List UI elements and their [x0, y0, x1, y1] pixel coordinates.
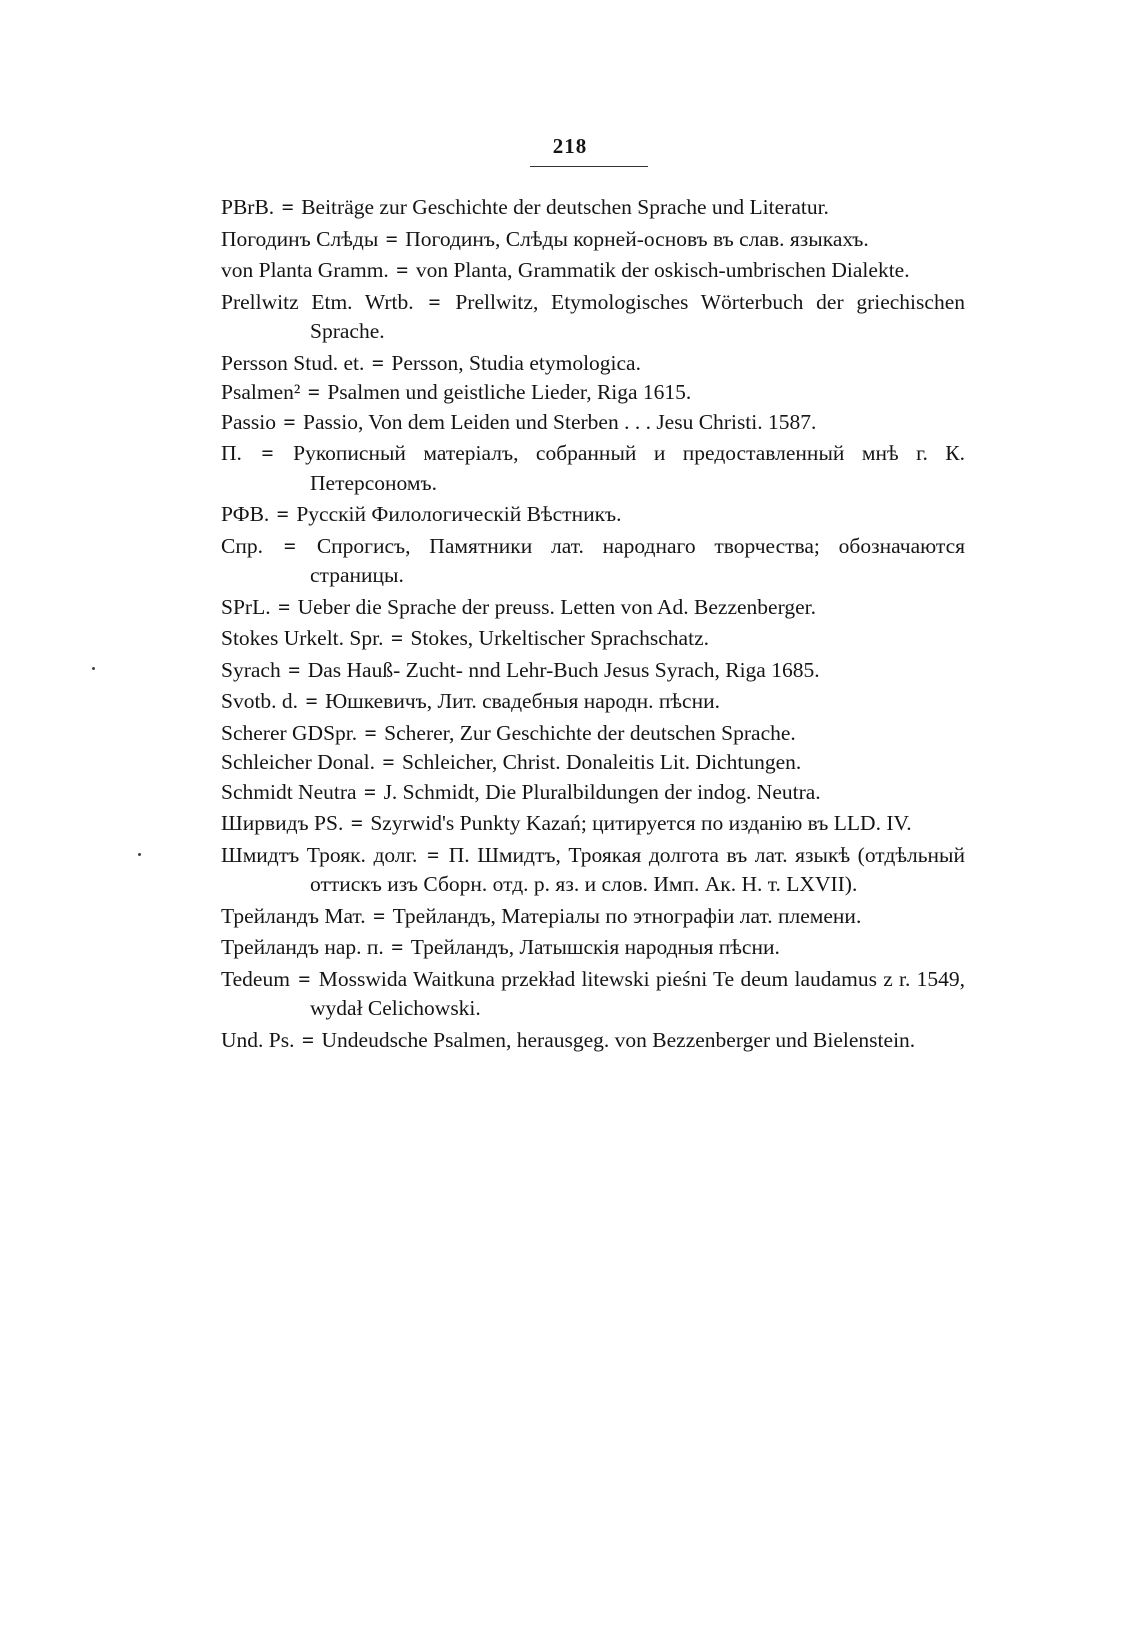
equals-sign: = — [277, 594, 291, 619]
abbreviation-entry — [221, 500, 965, 530]
abbreviation-entry — [221, 349, 965, 379]
entry-description: Трейландъ, Латышскія народныя пѣсни. — [410, 935, 780, 959]
equals-sign: = — [371, 350, 384, 375]
entry-abbreviation: РФВ. — [221, 502, 270, 526]
entry-description: Szyrwid's Punkty Kazań; цитируется по изданію въ LLD. IV. — [370, 811, 912, 835]
entry-description: Beiträge zur Geschichte der deutschen Sprache und Literatur. — [301, 195, 829, 219]
entry-abbreviation: SPrL. — [221, 594, 271, 619]
entry-description: Stokes, Urkeltischer Sprachschatz. — [410, 626, 709, 650]
abbreviation-entry — [221, 933, 965, 963]
entry-description: Mosswida Waitkuna przekład litewski pieśni Te deum laudamus z r. 1549, wydał Celichowski. — [310, 966, 966, 1020]
entry-abbreviation: Погодинъ Слѣды — [221, 226, 379, 251]
page-number-rule — [530, 166, 648, 167]
entry-abbreviation: Tedeum — [221, 966, 290, 991]
entry-abbreviation: Persson Stud. et. — [221, 350, 365, 375]
print-speck — [92, 667, 95, 670]
entry-abbreviation: П. — [221, 441, 242, 465]
abbreviation-entry — [221, 193, 965, 223]
abbreviation-entry — [221, 778, 965, 808]
abbreviation-entry — [221, 841, 965, 900]
entry-description: Das Hauß- Zucht- nnd Lehr-Buch Jesus Syrach, Riga 1685. — [307, 657, 820, 682]
entry-abbreviation: PBrB. — [221, 195, 275, 219]
entry-description: J. Schmidt, Die Pluralbildungen der indog. Neutra. — [383, 779, 821, 804]
equals-sign: = — [364, 720, 377, 745]
equals-sign: = — [305, 689, 318, 713]
abbreviation-entry — [221, 624, 965, 654]
entry-description: Рукописный матеріалъ, собранный и предоставленный мнѣ г. К. Петерсономъ. — [293, 441, 966, 495]
abbreviation-entry — [221, 256, 965, 286]
abbreviation-entry — [221, 408, 965, 438]
abbreviation-list — [221, 193, 965, 1057]
entry-abbreviation: Schmidt Neutra — [221, 779, 357, 804]
abbreviation-entry — [221, 288, 965, 347]
abbreviation-entry — [221, 439, 965, 498]
entry-description: Schleicher, Christ. Donaleitis Lit. Dichtungen. — [402, 750, 802, 774]
entry-description: von Planta, Grammatik der oskisch-umbrischen Dialekte. — [415, 258, 910, 282]
abbreviation-entry — [221, 965, 965, 1024]
equals-sign: = — [261, 441, 274, 465]
abbreviation-entry — [221, 809, 965, 839]
abbreviation-entry — [221, 902, 965, 932]
entry-abbreviation: von Planta Gramm. — [221, 258, 389, 282]
equals-sign: = — [288, 657, 301, 682]
equals-sign: = — [307, 380, 320, 404]
entry-description: Ueber die Sprache der preuss. Letten von Ad. Bezzenberger. — [297, 594, 817, 619]
print-speck — [138, 853, 141, 856]
entry-abbreviation: Шмидтъ Трояк. долг. — [221, 842, 418, 867]
abbreviation-entry — [221, 225, 965, 255]
entry-abbreviation: Трейландъ Мат. — [221, 903, 366, 928]
entry-abbreviation: Schleicher Donal. — [221, 750, 376, 774]
entry-abbreviation: Prellwitz Etm. Wrtb. — [221, 289, 414, 314]
entry-description: Спрогисъ, Памятники лат. народнаго творчества; обозначаются страницы. — [310, 533, 966, 587]
entry-abbreviation: Трейландъ нар. п. — [221, 935, 384, 959]
equals-sign: = — [350, 811, 363, 835]
entry-abbreviation: Scherer GDSpr. — [221, 720, 358, 745]
entry-description: П. Шмидтъ, Троякая долгота въ лат. языкѣ (отдѣльный оттискъ изъ Сборн. отд. р. яз. и слов. Имп. Ак. Н. т. LXVII). — [310, 842, 966, 896]
entry-description: Юшкевичъ, Лит. свадебныя народн. пѣсни. — [325, 689, 720, 713]
equals-sign: = — [382, 750, 395, 774]
entry-description: Погодинъ, Слѣды корней-основъ въ слав. языкахъ. — [405, 226, 869, 251]
abbreviation-entry — [221, 687, 965, 717]
abbreviation-entry — [221, 656, 965, 686]
entry-abbreviation: Psalmen² — [221, 380, 301, 404]
abbreviation-entry — [221, 532, 965, 591]
equals-sign: = — [283, 533, 297, 558]
equals-sign: = — [385, 226, 398, 251]
equals-sign: = — [396, 258, 409, 282]
entry-description: Undeudsche Psalmen, herausgeg. von Bezzenberger und Bielenstein. — [321, 1027, 916, 1052]
abbreviation-entry — [221, 748, 965, 778]
abbreviation-entry — [221, 593, 965, 623]
entry-abbreviation: Svotb. d. — [221, 689, 299, 713]
entry-abbreviation: Und. Ps. — [221, 1027, 295, 1052]
entry-abbreviation: Спр. — [221, 533, 263, 558]
equals-sign: = — [298, 966, 311, 991]
equals-sign: = — [301, 1027, 315, 1052]
entry-description: Prellwitz, Etymologisches Wörterbuch der griechischen Sprache. — [310, 289, 965, 343]
equals-sign: = — [426, 842, 440, 867]
equals-sign: = — [391, 935, 404, 959]
equals-sign: = — [390, 626, 404, 650]
entry-description: Трейландъ, Матеріалы по этнографіи лат. племени. — [392, 903, 862, 928]
entry-description: Русскій Филологическій Вѣстникъ. — [296, 502, 622, 526]
entry-abbreviation: Stokes Urkelt. Spr. — [221, 626, 384, 650]
entry-abbreviation: Passio — [221, 409, 276, 434]
abbreviation-entry — [221, 1026, 965, 1056]
equals-sign: = — [428, 289, 441, 314]
page-number: 218 — [552, 134, 588, 158]
abbreviation-entry — [221, 378, 965, 408]
abbreviation-entry — [221, 719, 965, 749]
equals-sign: = — [363, 779, 377, 804]
entry-description: Persson, Studia etymologica. — [391, 350, 641, 375]
entry-abbreviation: Ширвидъ PS. — [221, 811, 344, 835]
entry-abbreviation: Syrach — [221, 657, 281, 682]
equals-sign: = — [372, 903, 386, 928]
entry-description: Passio, Von dem Leiden und Sterben . . . Jesu Christi. 1587. — [302, 409, 817, 434]
entry-description: Scherer, Zur Geschichte der deutschen Sprache. — [384, 720, 796, 745]
equals-sign: = — [283, 409, 296, 434]
equals-sign: = — [281, 195, 294, 219]
entry-description: Psalmen und geistliche Lieder, Riga 1615. — [327, 380, 692, 404]
equals-sign: = — [276, 502, 289, 526]
